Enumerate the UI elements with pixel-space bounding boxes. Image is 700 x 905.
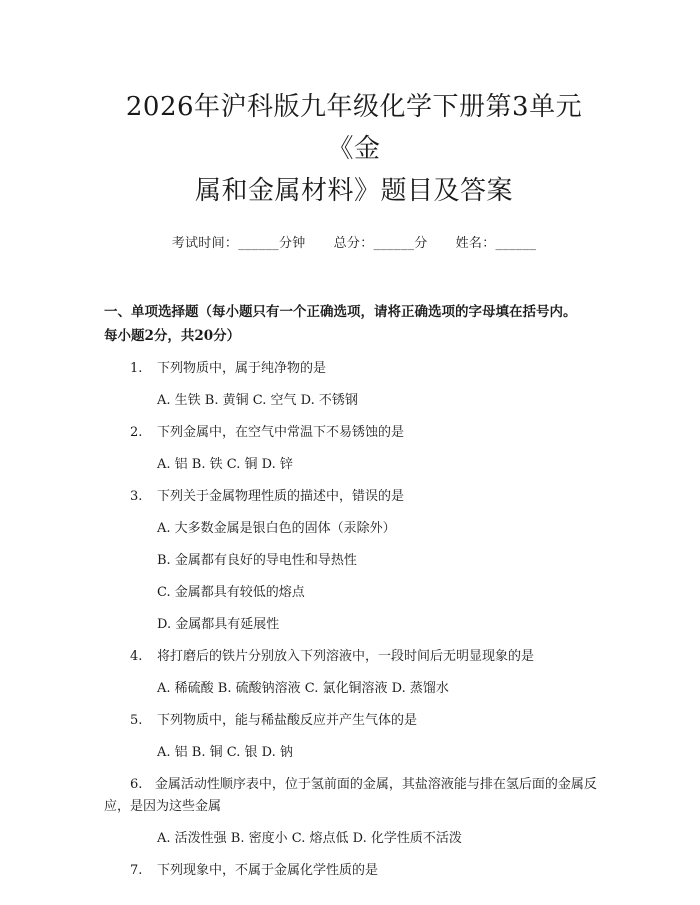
question-text: 下列现象中，不属于金属化学性质的是 [157, 863, 379, 878]
question-number: 1. [130, 361, 143, 376]
question-1-options: A. 生铁 B. 黄铜 C. 空气 D. 不锈钢 [157, 393, 358, 408]
title-line-1: 2026年沪科版九年级化学下册第3单元《金 [125, 92, 583, 164]
question-3 [104, 486, 604, 508]
question-number: 5. [130, 713, 143, 728]
question-3-option-b: B. 金属都有良好的导电性和导热性 [157, 553, 357, 568]
question-5-options: A. 铝 B. 铜 C. 银 D. 钠 [157, 745, 293, 760]
exam-info-line [104, 234, 604, 254]
question-4 [104, 646, 604, 668]
question-number: 3. [130, 489, 143, 504]
question-text: 将打磨后的铁片分别放入下列溶液中，一段时间后无明显现象的是 [157, 649, 535, 664]
question-3-option-d: D. 金属都具有延展性 [157, 617, 280, 632]
question-6-options: A. 活泼性强 B. 密度小 C. 熔点低 D. 化学性质不活泼 [157, 831, 462, 846]
question-3-option-c: C. 金属都具有较低的熔点 [157, 585, 305, 600]
question-6 [104, 774, 604, 818]
question-text: 下列金属中，在空气中常温下不易锈蚀的是 [157, 425, 405, 440]
question-7 [104, 860, 604, 882]
section-heading-line-2: 每小题2分，共20分） [104, 328, 241, 344]
section-heading-line-1: 一、单项选择题（每小题只有一个正确选项，请将正确选项的字母填在括号内。 [104, 304, 577, 320]
question-number: 6. [130, 777, 143, 792]
question-text: 下列物质中，属于纯净物的是 [157, 361, 327, 376]
question-1 [104, 358, 604, 380]
question-text: 下列关于金属物理性质的描述中，错误的是 [157, 489, 405, 504]
question-text: 金属活动性顺序表中，位于氢前面的金属，其盐溶液能与排在氢后面的金属反应，是因为这些金属 [104, 777, 597, 814]
exam-time-field: 考试时间：______分钟 [171, 236, 306, 251]
question-3-option-a: A. 大多数金属是银白色的固体（汞除外） [157, 521, 396, 536]
title-line-2: 属和金属材料》题目及答案 [194, 176, 513, 206]
total-score-field: 总分：______分 [333, 236, 428, 251]
document-title [104, 0, 604, 212]
question-number: 2. [130, 425, 143, 440]
question-text: 下列物质中，能与稀盐酸反应并产生气体的是 [157, 713, 418, 728]
question-2-options: A. 铝 B. 铁 C. 铜 D. 锌 [157, 457, 293, 472]
section-heading-single-choice [104, 300, 604, 348]
question-number: 7. [130, 863, 143, 878]
student-name-field: 姓名：______ [455, 236, 537, 251]
question-number: 4. [130, 649, 143, 664]
question-2 [104, 422, 604, 444]
question-4-options: A. 稀硫酸 B. 硫酸钠溶液 C. 氯化铜溶液 D. 蒸馏水 [157, 681, 449, 696]
question-5 [104, 710, 604, 732]
